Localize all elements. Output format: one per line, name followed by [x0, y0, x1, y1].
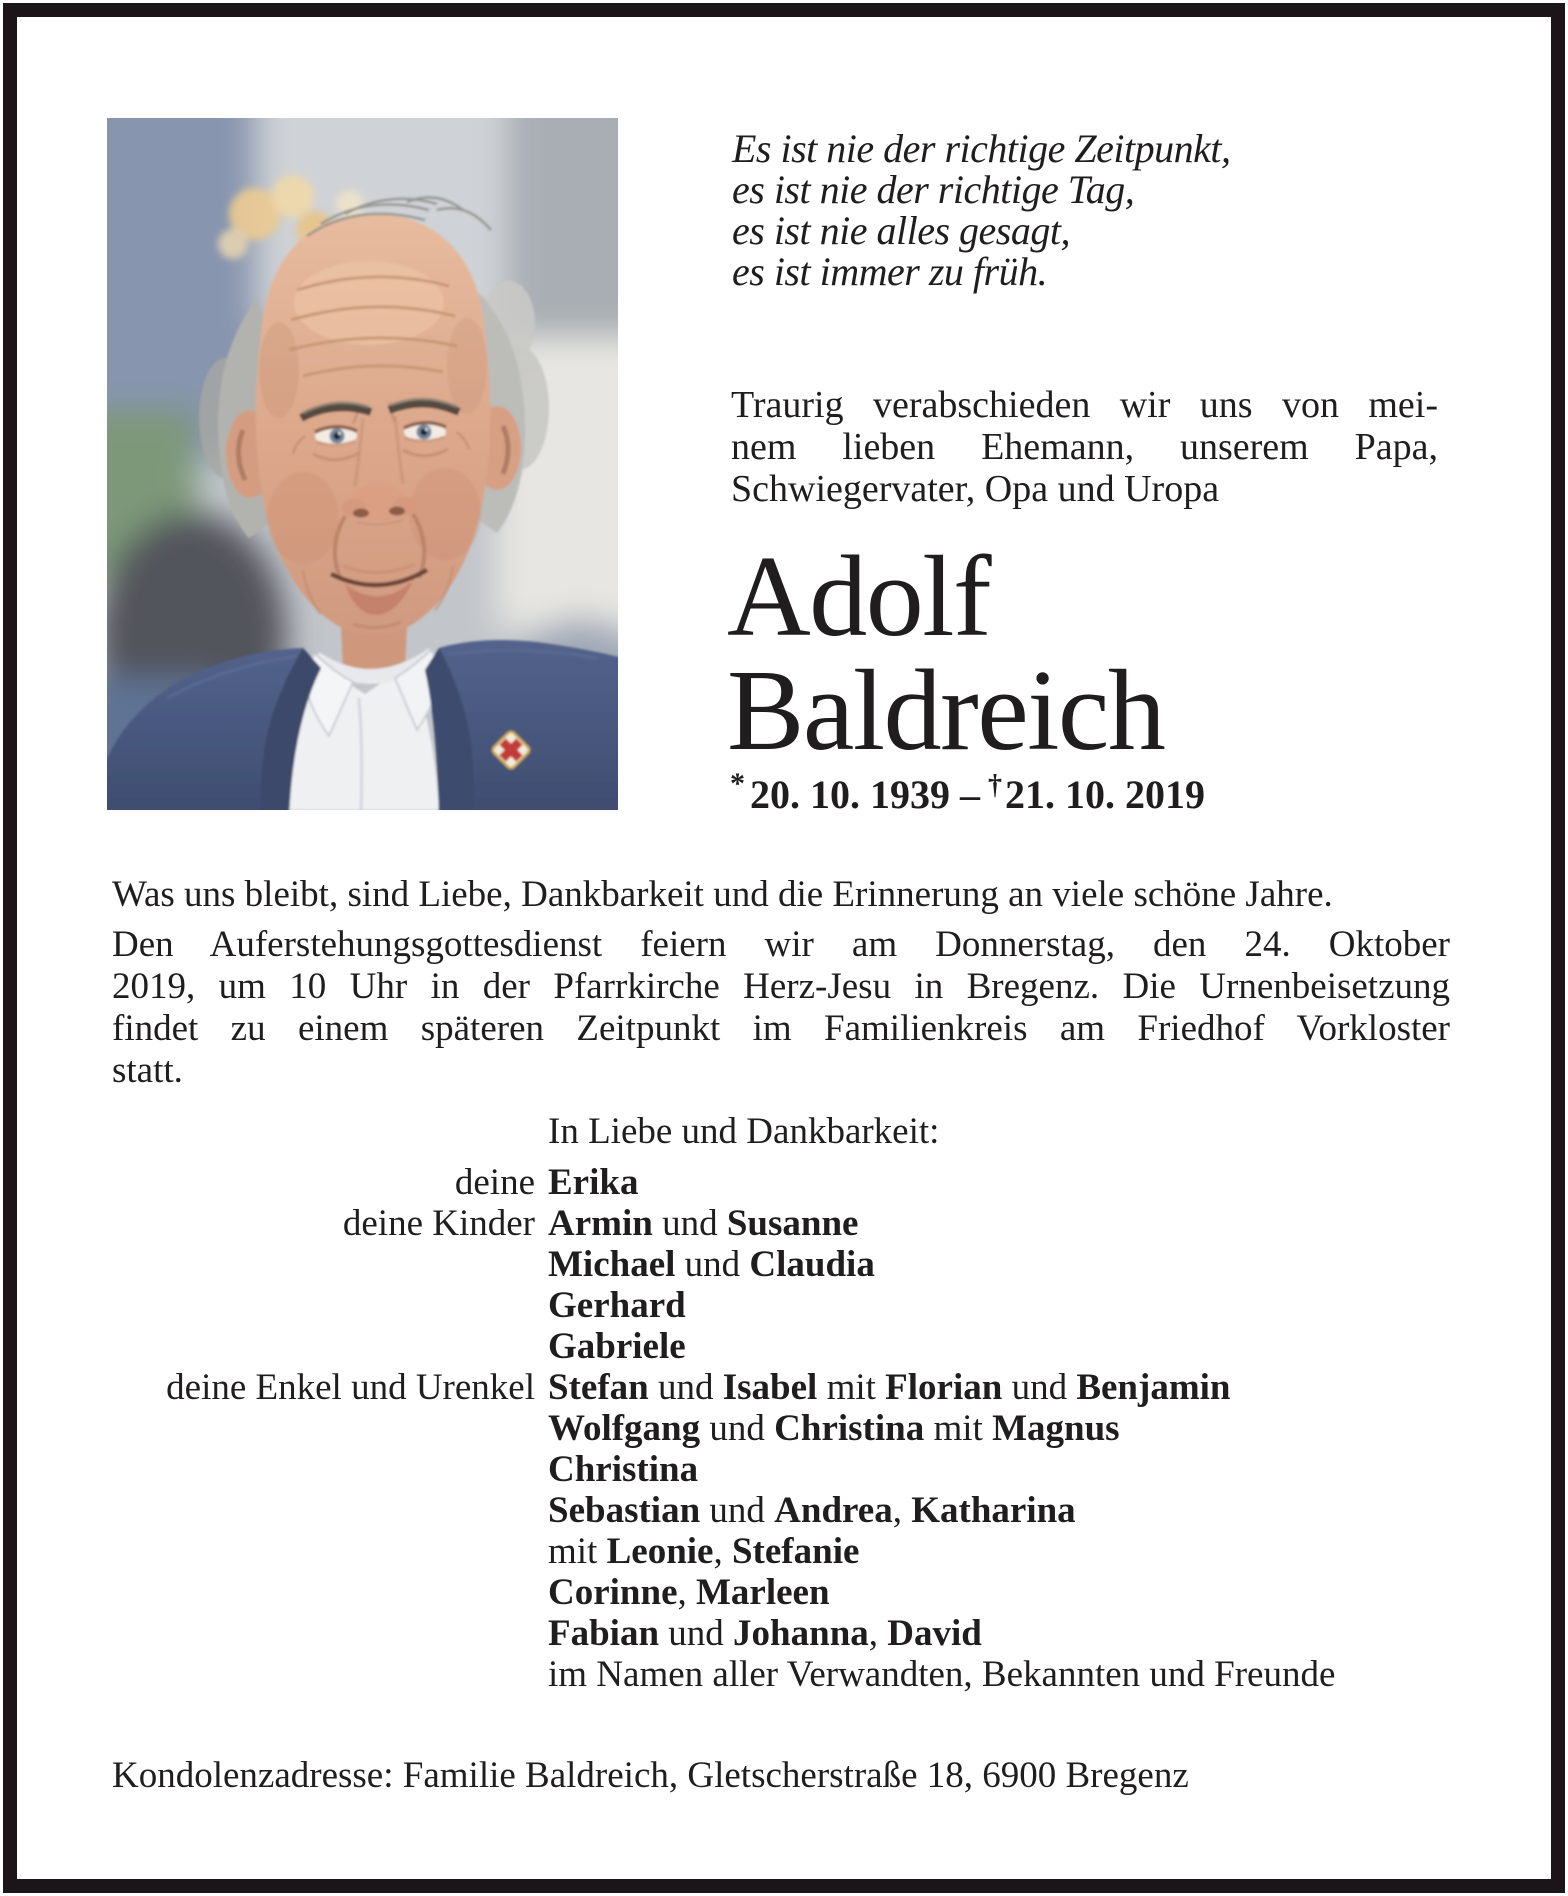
- family-member-name: David: [887, 1613, 982, 1654]
- family-row-text: ,: [892, 1490, 912, 1531]
- family-row: [112, 1572, 1335, 1613]
- text-line: nem lieben Ehemann, unserem Papa,: [731, 426, 1438, 468]
- family-row-names: [548, 1326, 686, 1367]
- family-row-names: [548, 1572, 830, 1613]
- portrait-photo: [107, 118, 618, 810]
- text-line: Es ist nie der richtige Zeitpunkt,: [732, 126, 1231, 171]
- life-dates: [730, 767, 1205, 818]
- family-row: [112, 1285, 1335, 1326]
- birth-star-symbol: *: [730, 767, 745, 800]
- family-row-text: und: [675, 1244, 750, 1285]
- family-row-text: im Namen aller Verwandten, Bekannten und Freunde: [548, 1654, 1336, 1695]
- family-member-name: Christina: [548, 1449, 699, 1490]
- family-member-name: Leonie: [606, 1531, 714, 1572]
- family-row-label: deine Kinder: [342, 1203, 535, 1244]
- family-row-names: [548, 1203, 858, 1244]
- text-line: Den Auferstehungsgottesdienst feiern wir am Donnerstag, den 24. Oktober: [112, 924, 1450, 965]
- family-row: [112, 1613, 1335, 1654]
- family-row-text: und: [700, 1490, 775, 1531]
- family-row-label: [112, 1613, 535, 1654]
- poem: [732, 128, 1352, 292]
- family-member-name: Corinne: [548, 1572, 678, 1613]
- text-line: Schwiegervater, Opa und Uropa: [731, 468, 1220, 510]
- dates-separator: –: [960, 772, 980, 817]
- family-member-name: Gerhard: [548, 1285, 686, 1326]
- text-line: Traurig verabschieden wir uns von mei-: [731, 384, 1438, 426]
- family-member-name: Armin: [548, 1203, 653, 1244]
- family-member-name: Isabel: [722, 1367, 818, 1408]
- death-date: 21. 10. 2019: [1005, 772, 1205, 817]
- family-row: [112, 1326, 1335, 1367]
- family-member-name: Stefanie: [731, 1531, 860, 1572]
- family-row-names: [548, 1654, 1335, 1695]
- service-announcement: [112, 924, 1450, 1092]
- family-row-names: [548, 1367, 1231, 1408]
- family-row: [112, 1531, 1335, 1572]
- family-row-names: [548, 1490, 1076, 1531]
- family-row-names: [548, 1162, 638, 1203]
- family-row-text: und: [659, 1613, 734, 1654]
- family-row-names: [548, 1408, 1120, 1449]
- family-member-name: Gabriele: [548, 1326, 686, 1367]
- family-row-names: [548, 1449, 698, 1490]
- family-row-text: mit: [924, 1408, 993, 1449]
- text-line: 2019, um 10 Uhr in der Pfarrkirche Herz-Jesu in Bregenz. Die Urnenbeisetzung: [112, 966, 1450, 1007]
- family-row-text: und: [1002, 1367, 1077, 1408]
- family-row-text: und: [652, 1203, 727, 1244]
- family-member-name: Susanne: [726, 1203, 859, 1244]
- family-row-text: ,: [868, 1613, 888, 1654]
- family-member-name: Florian: [885, 1367, 1003, 1408]
- family-row-text: und: [648, 1367, 723, 1408]
- family-member-name: Claudia: [749, 1244, 875, 1285]
- family-member-name: Christina: [774, 1408, 925, 1449]
- death-cross-symbol: †: [988, 770, 1002, 801]
- text-line: findet zu einem späteren Zeitpunkt im Familienkreis am Friedhof Vorkloster: [112, 1008, 1450, 1049]
- text-line: es ist immer zu früh.: [732, 249, 1048, 294]
- family-list: [112, 1162, 1335, 1695]
- family-row-names: [548, 1613, 982, 1654]
- family-row-label: [112, 1654, 535, 1695]
- family-row: [112, 1162, 1335, 1203]
- family-member-name: Magnus: [992, 1408, 1120, 1449]
- family-row-label: [112, 1408, 535, 1449]
- family-row-label: [112, 1449, 535, 1490]
- gratitude-heading: In Liebe und Dankbarkeit:: [548, 1111, 940, 1152]
- condolence-address: Kondolenzadresse: Familie Baldreich, Gletscherstraße 18, 6900 Bregenz: [112, 1755, 1189, 1796]
- family-member-name: Andrea: [774, 1490, 893, 1531]
- text-line: es ist nie der richtige Tag,: [732, 167, 1135, 212]
- family-row-names: [548, 1285, 686, 1326]
- deceased-last-name: Baldreich: [727, 647, 1165, 775]
- family-member-name: Fabian: [548, 1613, 660, 1654]
- family-row-names: [548, 1244, 875, 1285]
- family-member-name: Erika: [548, 1162, 639, 1203]
- deceased-first-name: Adolf: [727, 533, 991, 661]
- family-row-label: deine: [454, 1162, 535, 1203]
- family-row: [112, 1449, 1335, 1490]
- family-row-label: [112, 1531, 535, 1572]
- family-row: [112, 1244, 1335, 1285]
- family-row: [112, 1203, 1335, 1244]
- text-line: es ist nie alles gesagt,: [732, 208, 1070, 253]
- deceased-name: [727, 533, 1165, 775]
- family-row-label: [112, 1244, 535, 1285]
- family-row-text: ,: [677, 1572, 696, 1613]
- family-member-name: Johanna: [733, 1613, 869, 1654]
- family-row-label: [112, 1572, 535, 1613]
- family-row-label: [112, 1285, 535, 1326]
- family-row-label: [112, 1490, 535, 1531]
- family-row-names: [548, 1531, 859, 1572]
- family-row: [112, 1490, 1335, 1531]
- family-row-text: und: [700, 1408, 775, 1449]
- birth-date: 20. 10. 1939: [750, 772, 950, 817]
- intro-text: [731, 384, 1438, 510]
- family-row: [112, 1408, 1335, 1449]
- family-member-name: Sebastian: [548, 1490, 701, 1531]
- family-member-name: Marleen: [696, 1572, 830, 1613]
- family-row-text: mit: [817, 1367, 886, 1408]
- remembrance-line: Was uns bleibt, sind Liebe, Dankbarkeit und die Erinnerung an viele schöne Jahre.: [112, 874, 1333, 915]
- family-member-name: Benjamin: [1076, 1367, 1231, 1408]
- family-row-text: ,: [713, 1531, 732, 1572]
- family-row-label: deine Enkel und Urenkel: [166, 1367, 535, 1408]
- text-line: statt.: [112, 1050, 183, 1091]
- family-row-text: mit: [548, 1531, 607, 1572]
- family-row-label: [112, 1326, 535, 1367]
- family-member-name: Katharina: [911, 1490, 1076, 1531]
- family-row: [112, 1367, 1335, 1408]
- family-row: [112, 1654, 1335, 1695]
- family-member-name: Michael: [548, 1244, 676, 1285]
- family-member-name: Wolfgang: [548, 1408, 701, 1449]
- family-member-name: Stefan: [548, 1367, 649, 1408]
